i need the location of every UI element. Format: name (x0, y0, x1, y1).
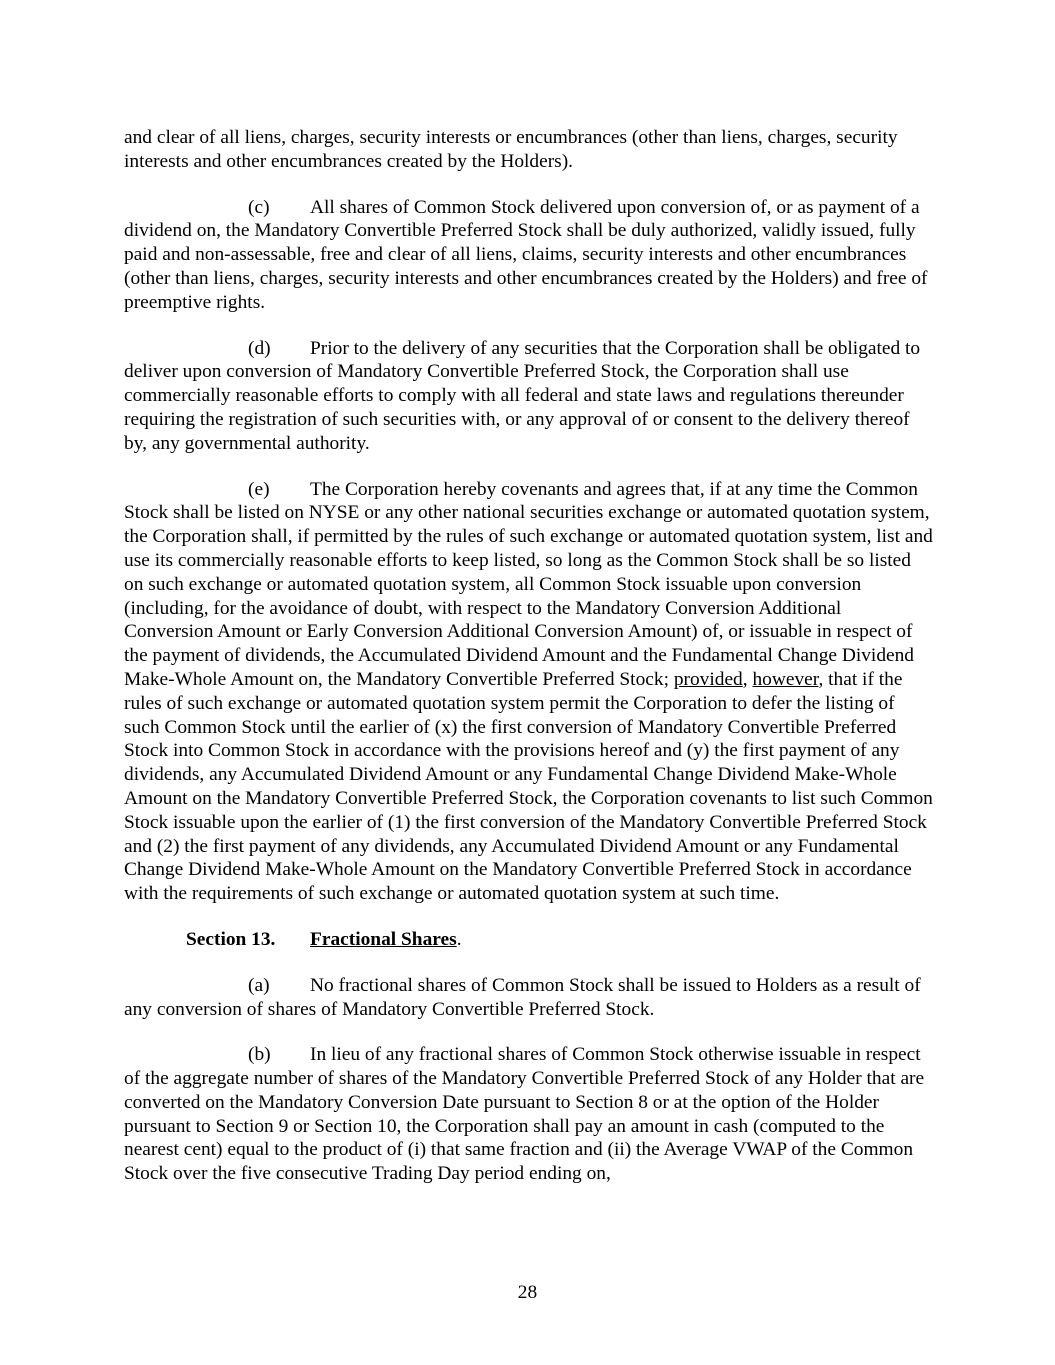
section-13-paragraph-b-number: (b) (248, 1044, 271, 1066)
section-13-heading (186, 928, 934, 952)
paragraph-d-text: Prior to the delivery of any securities that the Corporation shall be obligated to deliver upon conversion of Mandatory Convertible Preferred Stock, the Corporation shall use commercially reasonable efforts to comply with all federal and state laws and regulations thereunder requiring the registration of such securities with, or any approval of or consent to the delivery thereof by, any governmental authority. (124, 337, 921, 454)
paragraph-e (124, 478, 934, 906)
section-13-paragraph-a-text: No fractional shares of Common Stock shall be issued to Holders as a result of any conversion of shares of Mandatory Convertible Preferred Stock. (124, 974, 921, 1020)
paragraph-c-text: All shares of Common Stock delivered upon conversion of, or as payment of a dividend on, the Mandatory Convertible Preferred Stock shall be duly authorized, validly issued, fully paid and non-assessable, free and clear of all liens, claims, security interests and other encumbrances (other than liens, charges, security interests and other encumbrances created by the Holders) and free of preemptive rights. (124, 196, 928, 313)
paragraph-c-number: (c) (248, 196, 270, 218)
paragraph-d (124, 337, 934, 456)
paragraph-d-number: (d) (248, 337, 271, 359)
paragraph-e-number: (e) (248, 478, 270, 500)
section-13-period: . (456, 928, 462, 950)
document-page (124, 126, 934, 1186)
paragraph-e-comma: , (742, 668, 753, 690)
section-13-paragraph-b (124, 1043, 934, 1186)
paragraph-e-text-part2: , that if the rules of such exchange or automated quotation system permit the Corporation to defer the listing of such Common Stock until the earlier of (x) the first conversion of Mandatory Convertible Preferred Stock into Common Stock in accordance with the provisions hereof and (y) the first payment of any dividends, any Accumulated Dividend Amount or any Fundamental Change Dividend Make-Whole Amount on the Mandatory Convertible Preferred Stock, the Corporation covenants to list such Common Stock issuable upon the earlier of (1) the first conversion of the Mandatory Convertible Preferred Stock and (2) the first payment of any dividends, any Accumulated Dividend Amount or any Fundamental Change Dividend Make-Whole Amount on the Mandatory Convertible Preferred Stock in accordance with the requirements of such exchange or automated quotation system at such time. (124, 668, 933, 905)
page-number: 28 (517, 1282, 538, 1303)
paragraph-intro: and clear of all liens, charges, security interests or encumbrances (other than liens, charges, security interests and other encumbrances created by the Holders). (124, 127, 898, 172)
section-13-paragraph-a-number: (a) (248, 974, 270, 996)
section-13-paragraph-a (124, 974, 934, 1022)
section-13-number: Section 13. (186, 928, 276, 950)
however-term: however (752, 668, 819, 690)
paragraph-c (124, 196, 934, 315)
paragraph-e-text-part1: The Corporation hereby covenants and agrees that, if at any time the Common Stock shall be listed on NYSE or any other national securities exchange or automated quotation system, the Corporation shall, if permitted by the rules of such exchange or automated quotation system, list and use its commercially reasonable efforts to keep listed, so long as the Common Stock shall be so listed on such exchange or automated quotation system, all Common Stock issuable upon conversion (including, for the avoidance of doubt, with respect to the Mandatory Conversion Additional Conversion Amount or Early Conversion Additional Conversion Amount) of, or issuable in respect of the payment of dividends, the Accumulated Dividend Amount and the Fundamental Change Dividend Make-Whole Amount on, the Mandatory Convertible Preferred Stock; (124, 478, 933, 690)
provided-term: provided (673, 668, 743, 690)
section-13-title: Fractional Shares (310, 928, 457, 950)
section-13-paragraph-b-text: In lieu of any fractional shares of Common Stock otherwise issuable in respect of the aggregate number of shares of the Mandatory Convertible Preferred Stock of any Holder that are converted on the Mandatory Conversion Date pursuant to Section 8 or at the option of the Holder pursuant to Section 9 or Section 10, the Corporation shall pay an amount in cash (computed to the nearest cent) equal to the product of (i) that same fraction and (ii) the Average VWAP of the Common Stock over the five consecutive Trading Day period ending on, (124, 1044, 925, 1185)
